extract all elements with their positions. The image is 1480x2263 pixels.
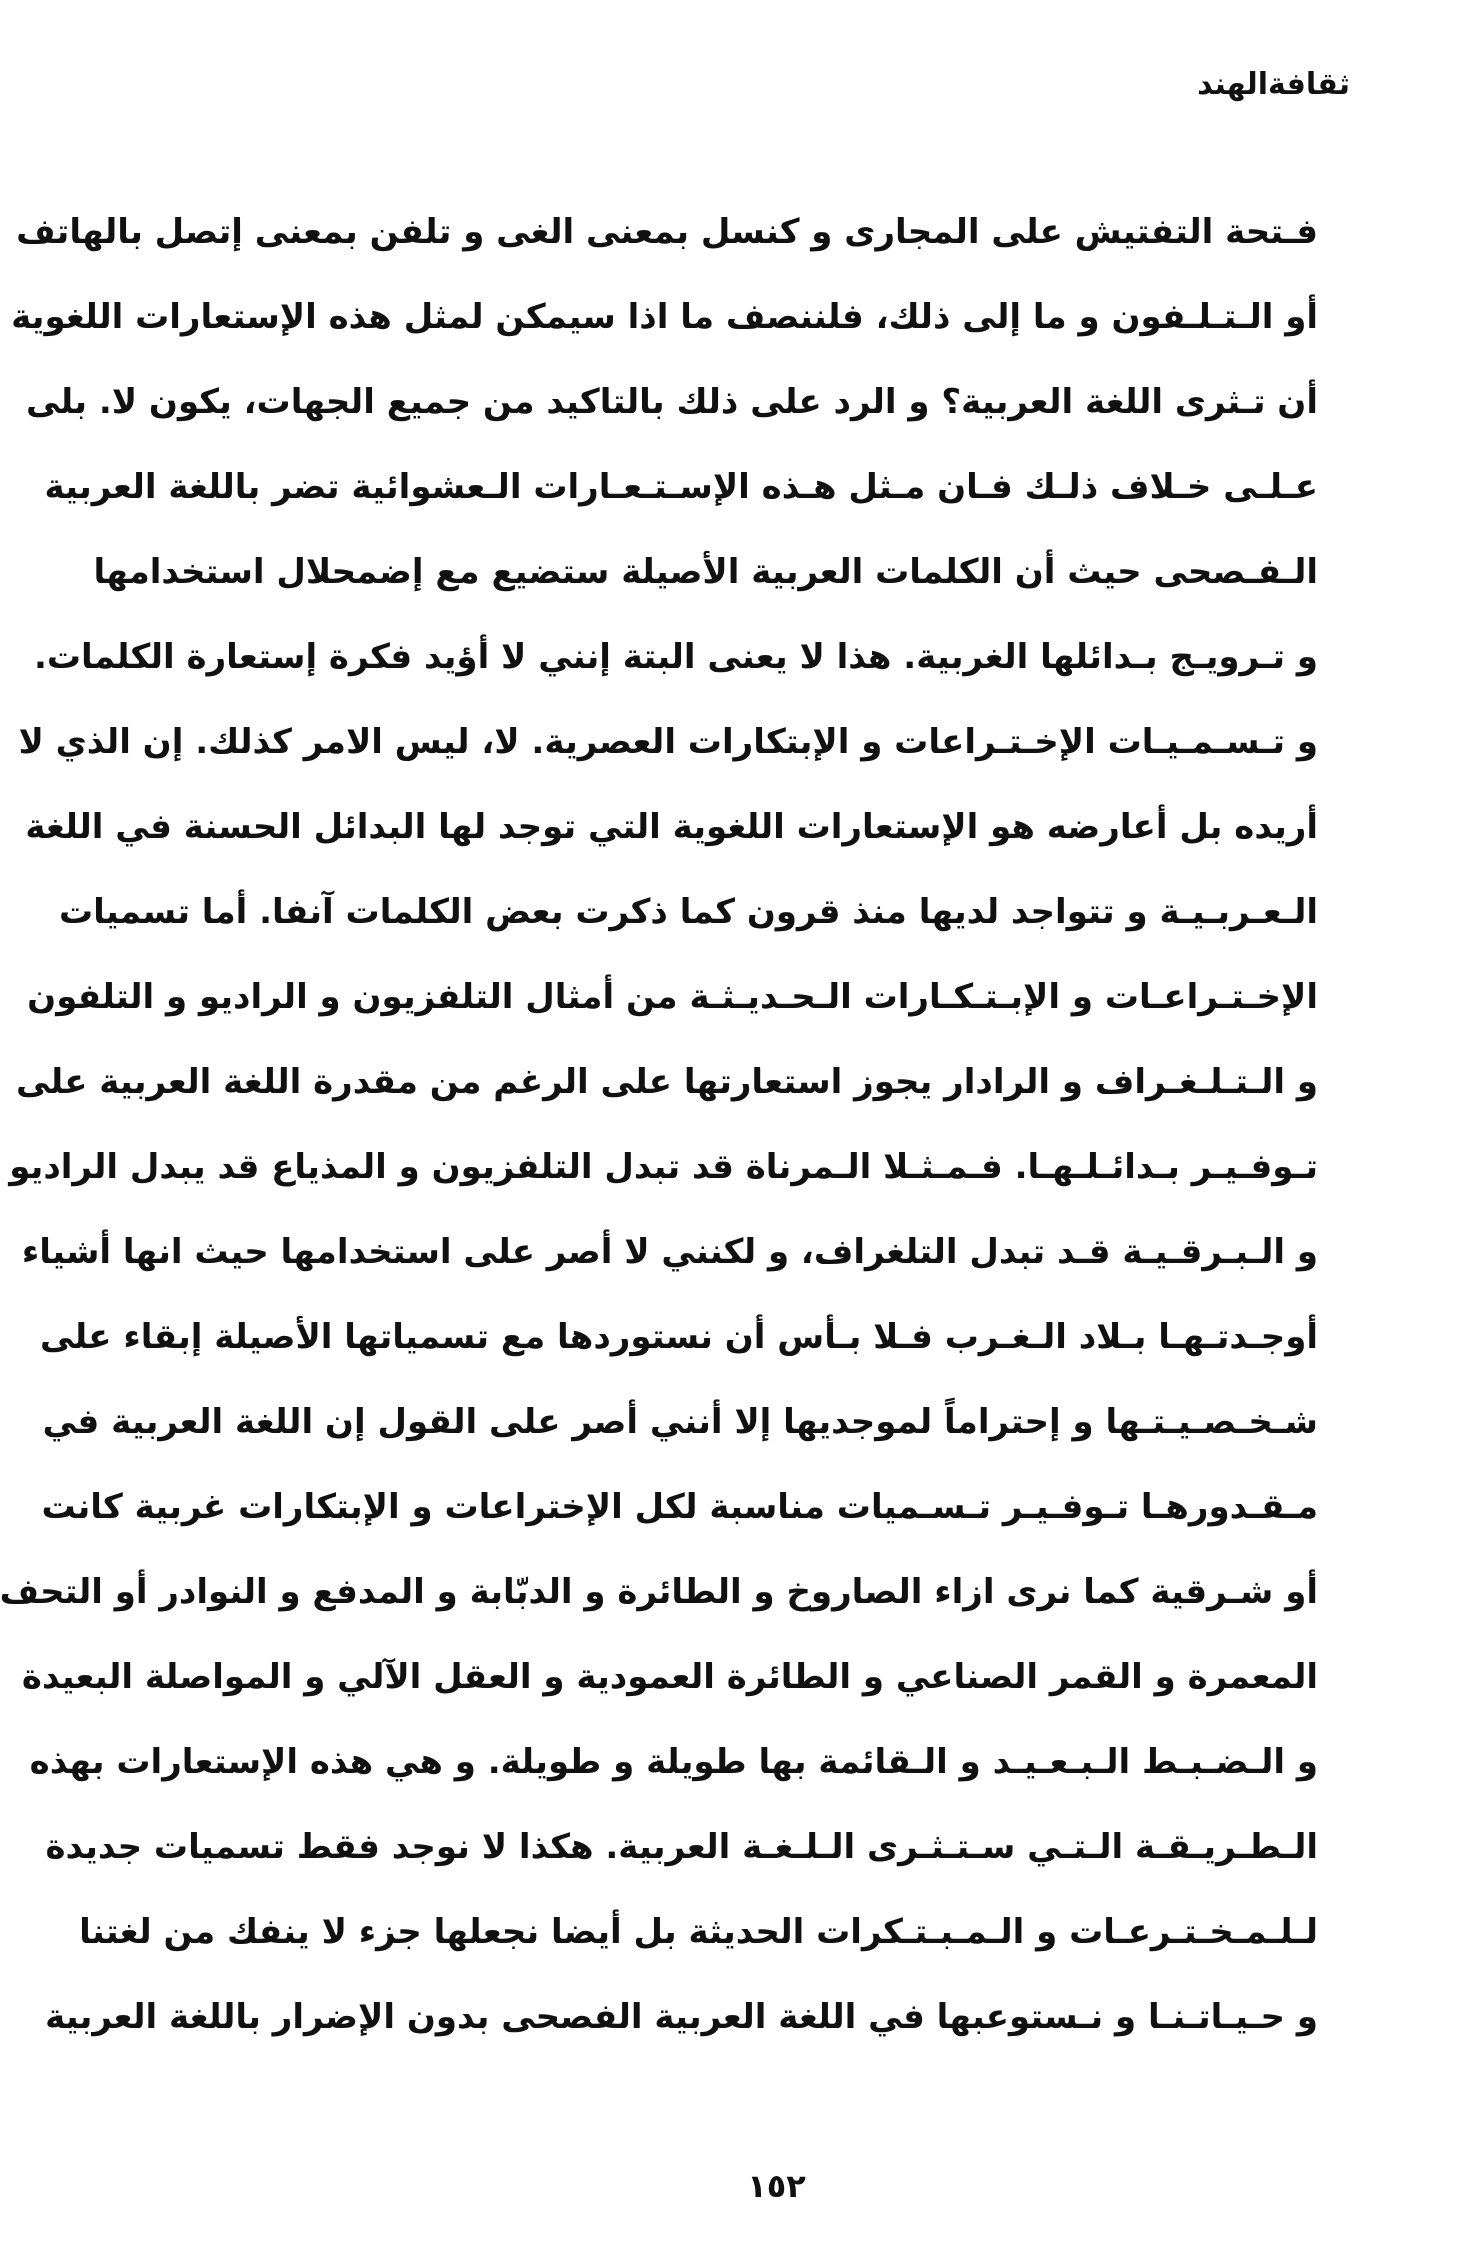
text-line: الـفـصحى حيث أن الكلمات العربية الأصيلة ستضيع مع إضمحلال استخدامها (93, 552, 1318, 592)
text-line: الإخـتـراعـات و الإبـتـكـارات الـحـديـثـة من أمثال التلفزيون و الراديو و التلفون (27, 977, 1318, 1017)
text-line: الـطـريـقـة الـتـي سـتـثـرى الـلـغـة العربية. هكذا لا نوجد فقط تسميات جديدة (45, 1827, 1318, 1867)
text-line: مـقـدورهـا تـوفـيـر تـسـميات مناسبة لكل الإختراعات و الإبتكارات غربية كانت (41, 1487, 1318, 1527)
text-line: أو شـرقية كما نرى ازاء الصاروخ و الطائرة و الدبّابة و المدفع و النوادر أو التحف (0, 1572, 1318, 1612)
text-line: و الـتـلـغـراف و الرادار يجوز استعارتها على الرغم من مقدرة اللغة العربية على (15, 1062, 1318, 1102)
text-line: أريده بل أعارضه هو الإستعارات اللغوية التي توجد لها البدائل الحسنة في اللغة (25, 807, 1318, 847)
text-line: لـلـمـخـتـرعـات و الـمـبـتـكرات الحديثة بل أيضا نجعلها جزء لا ينفك من لغتنا (79, 1912, 1318, 1952)
text-line: الـعـربـيـة و تتواجد لديها منذ قرون كما ذكرت بعض الكلمات آنفا. أما تسميات (59, 892, 1318, 932)
text-line: تـوفـيـر بـدائـلـهـا. فـمـثـلا الـمرناة قد تبدل التلفزيون و المذياع قد يبدل الراديو (9, 1147, 1318, 1187)
page-number: ١٥٢ (747, 2167, 806, 2205)
text-line: فـتحة التفتيش على المجارى و كنسل بمعنى الغى و تلفن بمعنى إتصل بالهاتف (16, 212, 1318, 252)
running-header: ثقافةالهند (1197, 67, 1350, 102)
text-line: و الـبـرقـيـة قـد تبدل التلغراف، و لكنني لا أصر على استخدامها حيث انها أشياء (21, 1232, 1318, 1272)
text-line: شـخـصـيـتـها و إحتراماً لموجديها إلا أنني أصر على القول إن اللغة العربية في (42, 1402, 1318, 1442)
text-line: أوجـدتـهـا بـلاد الـغـرب فـلا بـأس أن نستوردها مع تسمياتها الأصيلة إبقاء على (40, 1317, 1318, 1357)
text-line: و تـرويـج بـدائلها الغربية. هذا لا يعنى البتة إنني لا أؤيد فكرة إستعارة الكلمات. (33, 637, 1318, 677)
text-line: أو الـتـلـفون و ما إلى ذلك، فلننصف ما اذا سيمكن لمثل هذه الإستعارات اللغوية (11, 297, 1318, 337)
text-line: و حـيـاتـنـا و نـستوعبها في اللغة العربية الفصحى بدون الإضرار باللغة العربية (45, 1997, 1318, 2037)
body-text (0, 190, 1318, 2060)
text-line: و الـضـبـط الـبـعـيـد و الـقائمة بها طويلة و طويلة. و هي هذه الإستعارات بهذه (29, 1742, 1318, 1782)
text-line: عـلـى خـلاف ذلـك فـان مـثل هـذه الإسـتـعـارات الـعشوائية تضر باللغة العربية (44, 467, 1318, 507)
text-line: أن تـثرى اللغة العربية؟ و الرد على ذلك بالتاكيد من جميع الجهات، يكون لا. بلى (25, 382, 1318, 422)
text-line: المعمرة و القمر الصناعي و الطائرة العمودية و العقل الآلي و المواصلة البعيدة (21, 1657, 1318, 1697)
text-line: و تـسـمـيـات الإخـتـراعات و الإبتكارات العصرية. لا، ليس الامر كذلك. إن الذي لا (18, 722, 1318, 762)
